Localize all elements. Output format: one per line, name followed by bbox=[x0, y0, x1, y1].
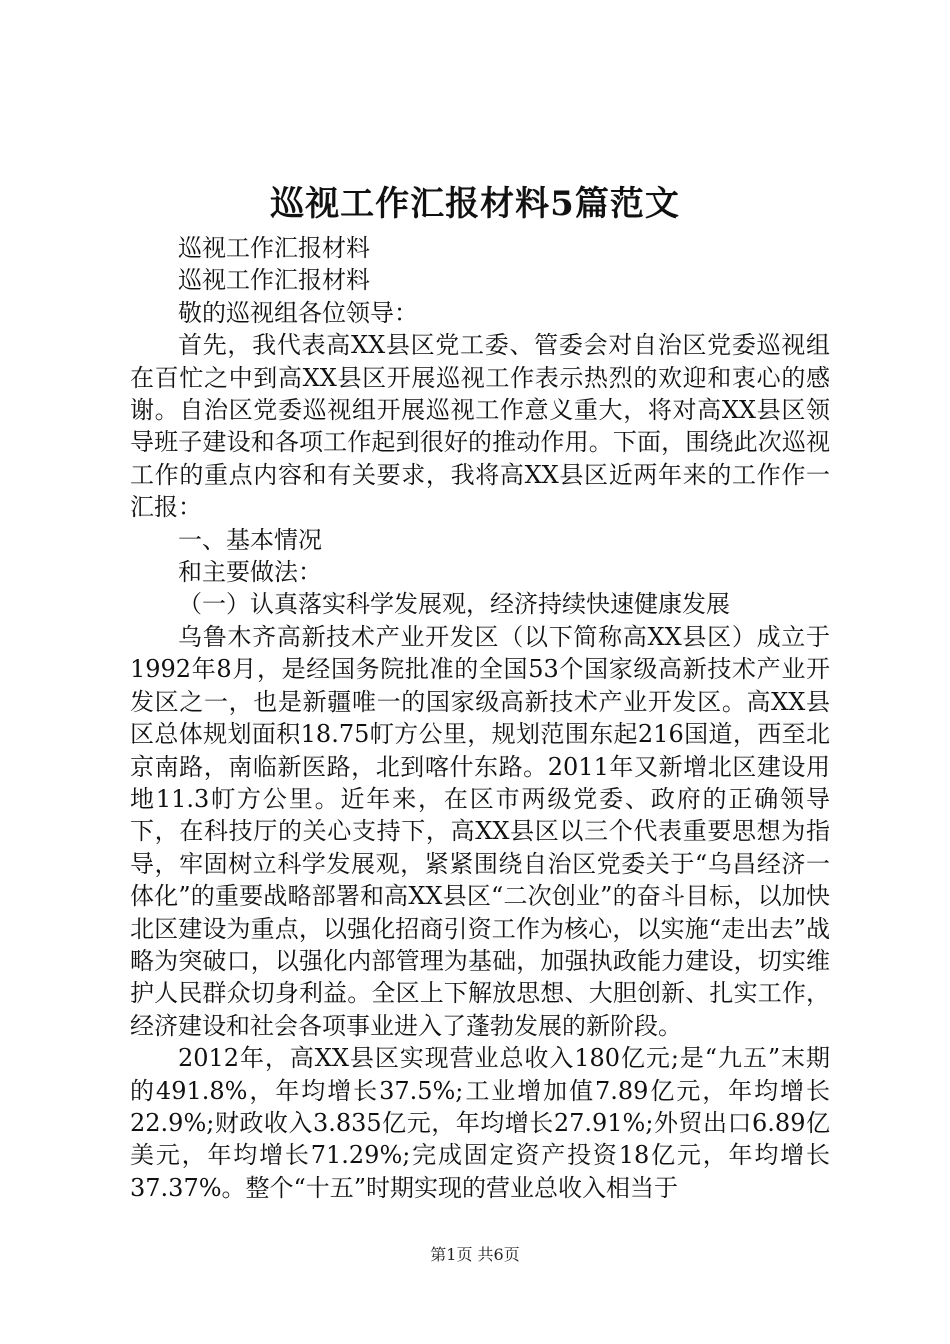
paragraph: 乌鲁木齐高新技术产业开发区（以下简称高XX县区）成立于1992年8月，是经国务院批准的全国53个国家级高新技术产业开发区之一，也是新疆唯一的国家级高新技术产业开发区。高XX县区总体规划面积18.75帄方公里，规划范围东起216国道，西至北京南路，南临新医路，北到喀什东路。2011年又新增北区建设用地11.3帄方公里。近年来，在区市两级党委、政府的正确领导下，在科技厅的关心支持下，高XX县区以三个代表重要思想为指导，牢固树立科学发展观，紧紧围绕自治区党委关于“乌昌经济一体化”的重要战略部署和高XX县区“二次创业”的奋斗目标，以加快北区建设为重点，以强化招商引资工作为核心，以实施“走出去”战略为突破口，以强化内部管理为基础，加强执政能力建设，切实维护人民群众切身利益。全区上下解放思想、大胆创新、扎实工作，经济建设和社会各项事业进入了蓬勃发展的新阶段。 bbox=[130, 622, 830, 1040]
paragraph: （一）认真落实科学发展观，经济持续快速健康发展 bbox=[178, 590, 730, 619]
paragraph: 巡视工作汇报材料 bbox=[178, 234, 370, 262]
paragraph: 一、基本情况 bbox=[178, 525, 322, 554]
paragraph: 巡视工作汇报材料 bbox=[178, 266, 370, 295]
paragraph: 和主要做法： bbox=[178, 558, 322, 587]
paragraph: 敬的巡视组各位领导： bbox=[178, 298, 418, 327]
paragraph: 2012年，高XX县区实现营业总收入180亿元;是“九五”末期的491.8%，年均增长37.5%;工业增加值7.89亿元，年均增长22.9%;财政收入3.835亿元，年均增长27.91%;外贸出口6.89亿美元，年均增长71.29%;完成固定资产投资18亿元，年均增长37.37%。整个“十五”时期实现的营业总收入相当于 bbox=[130, 1044, 830, 1202]
document-title: 巡视工作汇报材料5篇范文 bbox=[270, 184, 680, 224]
page-number-footer: 第1页 共6页 bbox=[430, 1245, 520, 1264]
document-body bbox=[130, 232, 830, 1204]
paragraph: 首先，我代表高XX县区党工委、管委会对自治区党委巡视组在百忙之中到高XX县区开展巡视工作表示热烈的欢迎和衷心的感谢。自治区党委巡视组开展巡视工作意义重大，将对高XX县区领导班子建设和各项工作起到很好的推动作用。下面，围绕此次巡视工作的重点内容和有关要求，我将高XX县区近两年来的工作作一汇报： bbox=[130, 331, 830, 522]
